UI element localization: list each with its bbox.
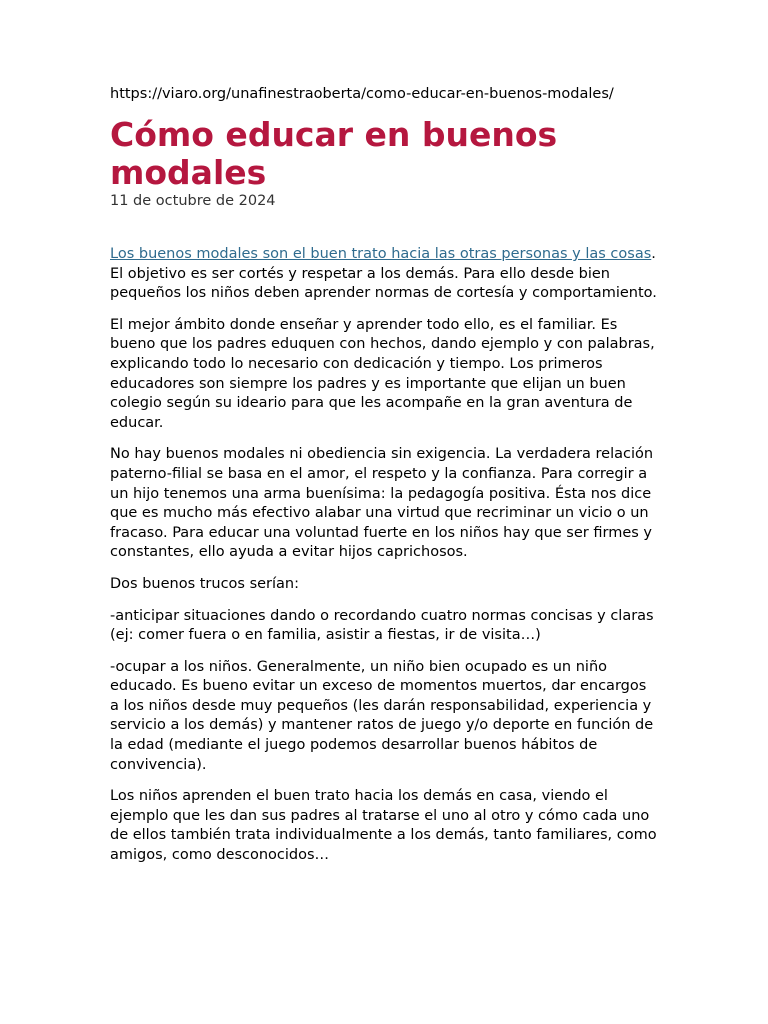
article (110, 84, 658, 878)
intro-link[interactable]: Los buenos modales son el buen trato hacia las otras personas y las cosas (110, 246, 652, 262)
paragraph: Dos buenos trucos serían: (110, 575, 300, 592)
paragraph: -ocupar a los niños. Generalmente, un niño bien ocupado es un niño educado. Es bueno evitar un exceso de momentos muertos, dar encargos a los niños desde muy pequeños (les darán responsabilidad, experiencia y servicio a los demás) y mantener ratos de juego y/o deporte en función de la edad (mediante el juego podemos desarrollar buenos hábitos de convivencia). (110, 658, 654, 773)
page-title: Cómo educar en buenos modales (110, 115, 558, 192)
paragraph-intro (110, 245, 658, 304)
paragraph: No hay buenos modales ni obediencia sin exigencia. La verdadera relación paterno-filial se basa en el amor, el respeto y la confianza. Para corregir a un hijo tenemos una arma buenísima: la pedagogía positiva. Ésta nos dice que es mucho más efectivo alabar una virtud que recriminar un vicio o un fracaso. Para educar una voluntad fuerte en los niños hay que ser firmes y constantes, ello ayuda a evitar hijos caprichosos. (110, 446, 654, 561)
paragraph: Los niños aprenden el buen trato hacia los demás en casa, viendo el ejemplo que les dan sus padres al tratarse el uno al otro y cómo cada uno de ellos también trata individualmente a los demás, tanto familiares, como amigos, como desconocidos… (110, 788, 657, 864)
article-body (110, 245, 658, 866)
source-url: https://viaro.org/unafinestraoberta/como-educar-en-buenos-modales/ (110, 86, 614, 102)
publish-date: 11 de octubre de 2024 (110, 193, 276, 209)
intro-text: . El objetivo es ser cortés y respetar a los demás. Para ello desde bien pequeños los niños deben aprender normas de cortesía y comportamiento. (110, 246, 657, 302)
paragraph: El mejor ámbito donde enseñar y aprender todo ello, es el familiar. Es bueno que los padres eduquen con hechos, dando ejemplo y con palabras, explicando todo lo necesario con dedicación y tiempo. Los primeros educadores son siempre los padres y es importante que elijan un buen colegio según su ideario para que les acompañe en la gran aventura de educar. (110, 316, 655, 431)
paragraph: -anticipar situaciones dando o recordando cuatro normas concisas y claras (ej: comer fuera o en familia, asistir a fiestas, ir de visita…) (110, 607, 654, 644)
